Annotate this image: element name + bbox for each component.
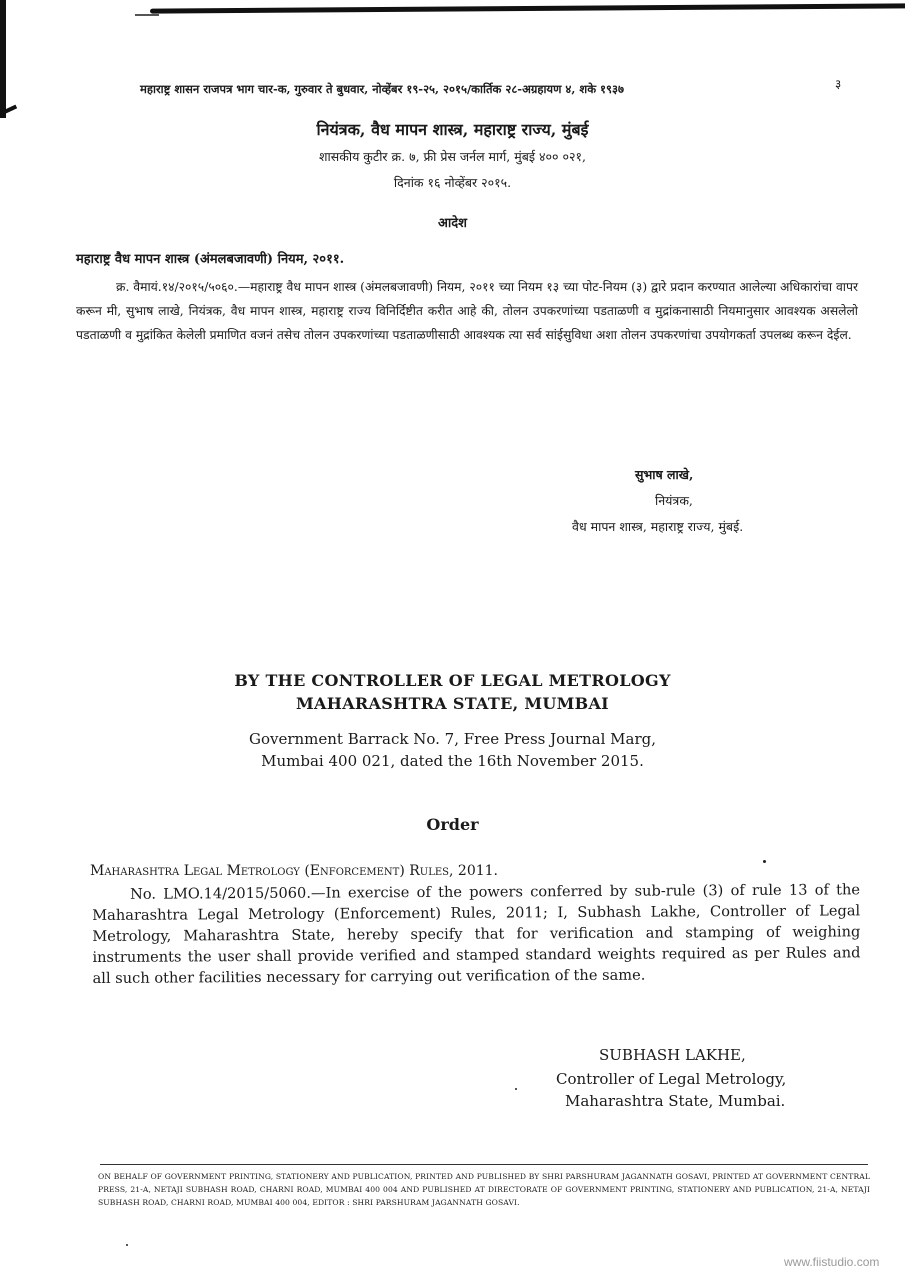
marathi-signatory-office: वैध मापन शास्त्र, महाराष्ट्र राज्य, मुंबई.: [572, 519, 744, 534]
scan-speck: [763, 860, 766, 863]
english-signatory-name: SUBHASH LAKHE,: [599, 1046, 746, 1064]
watermark: www.fiistudio.com: [784, 1255, 880, 1269]
scan-speck: [126, 1244, 128, 1246]
english-title-line2: MAHARASHTRA STATE, MUMBAI: [296, 694, 609, 713]
marathi-order-heading: आदेश: [437, 216, 468, 231]
scan-edge-line-thin: [135, 14, 159, 16]
scan-speck: [515, 1088, 517, 1090]
gazette-header: महाराष्ट्र शासन राजपत्र भाग चार-क, गुरुवार ते बुधवार, नोव्हेंबर १९-२५, २०१५/कार्तिक २८-अग्रहायण ४, शके १९३७: [140, 82, 624, 96]
english-signatory-office: Maharashtra State, Mumbai.: [565, 1092, 786, 1110]
english-order-body: No. LMO.14/2015/5060.—In exercise of the powers conferred by sub-rule (3) of rule 13 of the Maharashtra Legal Metrology (Enforcement) Rules, 2011; I, Subhash Lakhe, Controller of Legal Metrology, Maharashtra State, hereby specify that for verification and stamping of weighing instruments the user shall provide verified and stamped standard weights required as per Rules and all such other facilities necessary for carrying out verification of the same.: [92, 881, 861, 987]
marathi-issuer-title: नियंत्रक, वैध मापन शास्त्र, महाराष्ट्र राज्य, मुंबई: [316, 120, 589, 139]
page-number: ३: [835, 77, 842, 91]
english-rule-title: Maharashtra Legal Metrology (Enforcement) Rules, 2011.: [90, 863, 498, 879]
marathi-signatory-post: नियंत्रक,: [655, 493, 693, 508]
english-title-line1: BY THE CONTROLLER OF LEGAL METROLOGY: [234, 671, 671, 690]
english-address-line1: Government Barrack No. 7, Free Press Journal Marg,: [248, 730, 657, 748]
scan-edge-line: [150, 3, 905, 13]
scan-left-edge-mark: [0, 0, 6, 118]
english-address-line2: Mumbai 400 021, dated the 16th November 2015.: [261, 752, 644, 770]
marathi-date: दिनांक १६ नोव्हेंबर २०१५.: [393, 175, 512, 190]
footer-rule: [100, 1164, 868, 1165]
marathi-rule-title: महाराष्ट्र वैध मापन शास्त्र (अंमलबजावणी) नियम, २०११.: [76, 252, 345, 267]
marathi-order-body: क्र. वैमायं.१४/२०१५/५०६०.—महाराष्ट्र वैध मापन शास्त्र (अंमलबजावणी) नियम, २०११ च्या नियम १३ च्या पोट-नियम (३) द्वारे प्रदान करण्यात आलेल्या अधिकारांचा वापर करून मी, सुभाष लाखे, नियंत्रक, वैध मापन शास्त्र, महाराष्ट्र राज्य विनिर्दिष्टीत करीत आहे की, तोलन उपकरणांच्या पडताळणी व मुद्रांकनासाठी नियमानुसार आवश्यक असलेलो पडताळणी व मुद्रांकित केलेली प्रमाणित वजनं तसेच तोलन उपकरणांच्या पडताळणीसाठी आवश्यक त्या सर्व सांईसुविधा अशा तोलन उपकरणांचा उपयोगकर्ता उपलब्ध करून देईल.: [76, 280, 858, 342]
english-signatory-post: Controller of Legal Metrology,: [556, 1070, 787, 1088]
marathi-signatory-name: सुभाष लाखे,: [635, 467, 694, 482]
english-order-heading: Order: [426, 815, 479, 834]
marathi-address: शासकीय कुटीर क्र. ७, फ्री प्रेस जर्नल मार्ग, मुंबई ४०० ०२१,: [319, 149, 586, 164]
footer-imprint: ON BEHALF OF GOVERNMENT PRINTING, STATIONERY AND PUBLICATION, PRINTED AND PUBLISHED BY SHRI PARSHURAM JAGANNATH GOSAVI, PRINTED AT GOVERNMENT CENTRAL PRESS, 21-A, NETAJI SUBHASH ROAD, CHARNI ROAD, MUMBAI 400 004 AND PUBLISHED AT DIRECTORATE OF GOVERNMENT PRINTING, STATIONERY AND PUBLICATION, 21-A, NETAJI SUBHASH ROAD, CHARNI ROAD, MUMBAI 400 004, EDITOR : SHRI PARSHURAM JAGANNATH GOSAVI.: [98, 1172, 870, 1207]
